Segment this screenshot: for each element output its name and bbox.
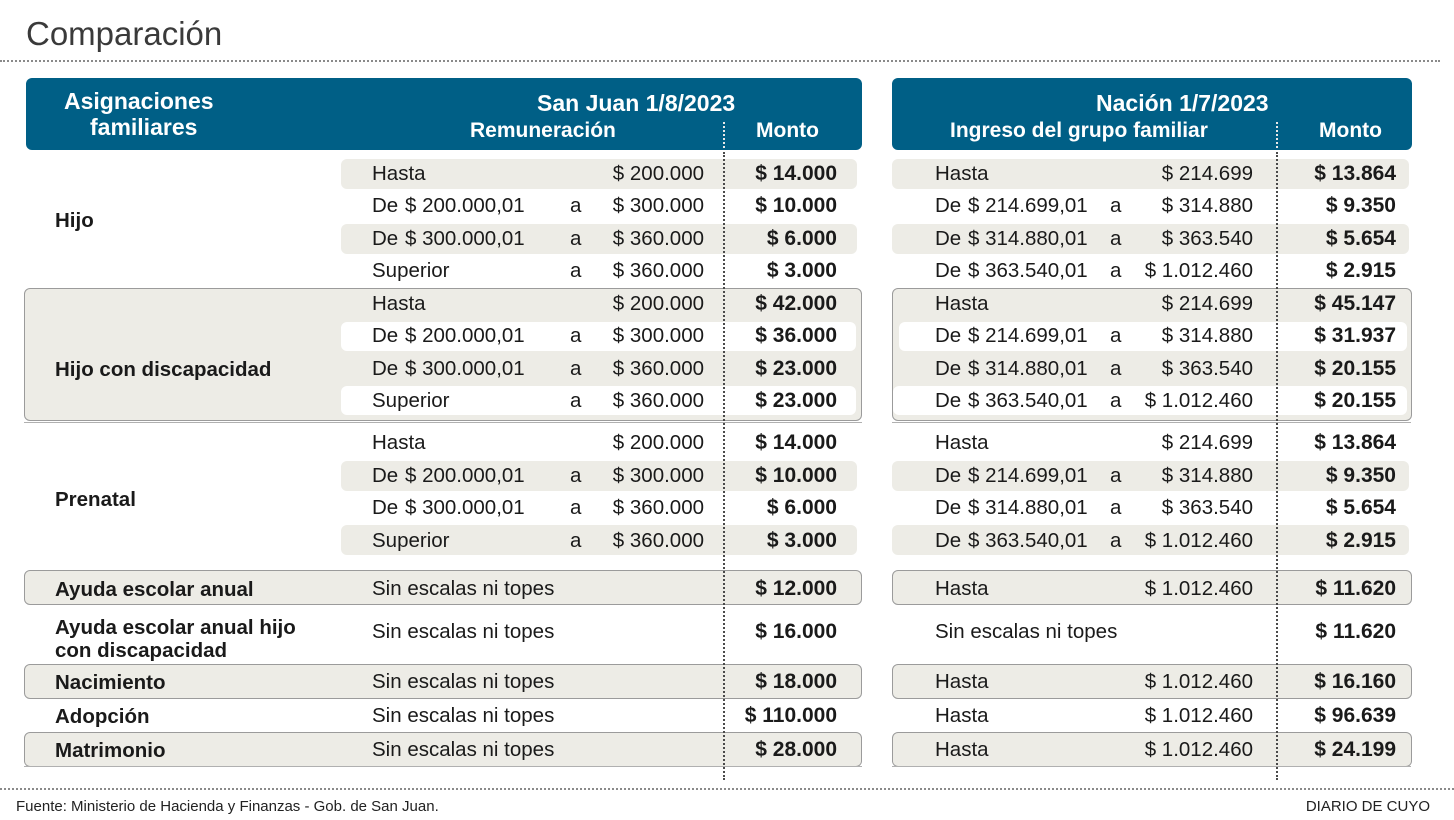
footer-divider	[0, 788, 1454, 790]
page-title: Comparación	[26, 15, 223, 52]
table-row	[0, 288, 1454, 320]
na-range-label: De	[935, 496, 962, 519]
na-sin-escalas: Sin escalas ni topes	[935, 620, 1118, 643]
sj-range-from: $ 300.000,01	[405, 357, 525, 380]
na-range-to: $ 1.012.460	[1144, 389, 1253, 412]
sj-range-to: $ 200.000	[612, 292, 704, 315]
brand-credit: DIARIO DE CUYO	[1305, 798, 1430, 815]
sj-range-a: a	[570, 529, 582, 552]
na-range-label: De	[935, 389, 962, 412]
table-row	[0, 223, 1454, 255]
na-amount: $ 13.864	[1314, 431, 1396, 454]
sj-amount: $ 110.000	[744, 704, 837, 727]
section-divider	[24, 422, 862, 423]
san-juan-title: San Juan 1/8/2023	[537, 90, 736, 116]
sj-amount: $ 6.000	[766, 227, 837, 250]
category-hijo-discapacidad: Hijo con discapacidad	[55, 358, 272, 381]
sj-range-to: $ 360.000	[612, 529, 704, 552]
table-row	[0, 616, 1454, 648]
category-nacimiento: Nacimiento	[55, 671, 166, 694]
na-range-label: De	[935, 357, 962, 380]
table-row	[0, 573, 1454, 605]
sj-range-label: De	[372, 227, 399, 250]
table-row	[0, 734, 1454, 766]
sj-range-label: Superior	[372, 259, 450, 282]
title-divider	[0, 60, 1440, 62]
na-range-from: $ 363.540,01	[968, 529, 1088, 552]
na-range-a: a	[1110, 496, 1122, 519]
na-range-from: $ 214.699,01	[968, 464, 1088, 487]
na-range-a: a	[1110, 194, 1122, 217]
sj-sin-escalas: Sin escalas ni topes	[372, 670, 555, 693]
na-range-label: Hasta	[935, 670, 989, 693]
category-ayuda-escolar-disc: Ayuda escolar anual hijo	[55, 616, 296, 639]
sj-range-label: De	[372, 357, 399, 380]
na-amount: $ 2.915	[1325, 259, 1396, 282]
sj-amount: $ 10.000	[755, 464, 837, 487]
sj-range-label: De	[372, 496, 399, 519]
na-range-to: $ 1.012.460	[1144, 670, 1253, 693]
table-row	[0, 525, 1454, 557]
sj-range-to: $ 360.000	[612, 259, 704, 282]
sj-range-a: a	[570, 464, 582, 487]
sj-range-to: $ 300.000	[612, 464, 704, 487]
na-range-a: a	[1110, 227, 1122, 250]
sj-range-label: De	[372, 324, 399, 347]
sj-range-label: Hasta	[372, 292, 426, 315]
sj-range-a: a	[570, 227, 582, 250]
na-amount: $ 45.147	[1314, 292, 1396, 315]
nacion-header	[892, 78, 1412, 150]
category-matrimonio: Matrimonio	[55, 739, 166, 762]
sj-range-label: Superior	[372, 529, 450, 552]
sj-amount: $ 12.000	[755, 577, 837, 600]
sj-amount: $ 36.000	[755, 324, 837, 347]
na-amount: $ 5.654	[1325, 227, 1396, 250]
section-divider	[892, 766, 1411, 767]
na-amount: $ 11.620	[1315, 577, 1396, 600]
na-range-label: Hasta	[935, 704, 989, 727]
header-divider	[1276, 122, 1278, 148]
table-row	[0, 460, 1454, 492]
category-ayuda-escolar: Ayuda escolar anual	[55, 578, 254, 601]
na-range-from: $ 363.540,01	[968, 389, 1088, 412]
sj-range-a: a	[570, 324, 582, 347]
na-range-label: Hasta	[935, 577, 989, 600]
na-amount: $ 20.155	[1314, 357, 1396, 380]
na-range-label: De	[935, 259, 962, 282]
na-range-to: $ 314.880	[1161, 324, 1253, 347]
na-amount: $ 24.199	[1314, 738, 1396, 761]
ingreso-label: Ingreso del grupo familiar	[950, 119, 1208, 142]
sj-range-label: De	[372, 194, 399, 217]
na-range-label: De	[935, 324, 962, 347]
sj-range-from: $ 200.000,01	[405, 464, 525, 487]
sj-range-to: $ 360.000	[612, 389, 704, 412]
sj-sin-escalas: Sin escalas ni topes	[372, 620, 555, 643]
sj-amount: $ 14.000	[755, 162, 837, 185]
table-row	[0, 190, 1454, 222]
table-row	[0, 320, 1454, 352]
sj-range-a: a	[570, 357, 582, 380]
table-row	[0, 427, 1454, 459]
sj-amount: $ 14.000	[755, 431, 837, 454]
sj-range-a: a	[570, 496, 582, 519]
sj-amount: $ 3.000	[766, 529, 837, 552]
sj-range-from: $ 300.000,01	[405, 227, 525, 250]
na-range-from: $ 314.880,01	[968, 227, 1088, 250]
sj-range-to: $ 360.000	[612, 496, 704, 519]
san-juan-header	[26, 78, 862, 150]
na-range-to: $ 314.880	[1161, 194, 1253, 217]
sj-range-to: $ 300.000	[612, 324, 704, 347]
sj-sin-escalas: Sin escalas ni topes	[372, 577, 555, 600]
col-asignaciones-line1: Asignaciones	[64, 88, 214, 114]
sj-range-to: $ 200.000	[612, 431, 704, 454]
sj-range-a: a	[570, 259, 582, 282]
table-row	[0, 158, 1454, 190]
na-range-a: a	[1110, 259, 1122, 282]
na-range-label: De	[935, 194, 962, 217]
na-monto-label: Monto	[1319, 119, 1382, 142]
sj-range-to: $ 360.000	[612, 357, 704, 380]
na-range-to: $ 1.012.460	[1144, 259, 1253, 282]
na-range-to: $ 1.012.460	[1144, 704, 1253, 727]
nacion-title: Nación 1/7/2023	[1096, 90, 1269, 116]
table-row	[0, 255, 1454, 287]
table-row	[0, 492, 1454, 524]
na-amount: $ 11.620	[1315, 620, 1396, 643]
sj-amount: $ 18.000	[755, 670, 837, 693]
na-amount: $ 5.654	[1325, 496, 1396, 519]
sj-range-a: a	[570, 389, 582, 412]
na-range-label: De	[935, 529, 962, 552]
na-amount: $ 9.350	[1325, 194, 1396, 217]
section-divider	[24, 766, 862, 767]
category-adopcion: Adopción	[55, 705, 150, 728]
remuneracion-label: Remuneración	[470, 119, 616, 142]
na-range-to: $ 214.699	[1161, 431, 1253, 454]
sj-amount: $ 6.000	[766, 496, 837, 519]
na-range-label: De	[935, 464, 962, 487]
category-ayuda-escolar-disc: con discapacidad	[55, 639, 228, 662]
na-amount: $ 2.915	[1325, 529, 1396, 552]
sj-range-to: $ 200.000	[612, 162, 704, 185]
na-range-a: a	[1110, 324, 1122, 347]
na-range-to: $ 363.540	[1161, 496, 1253, 519]
na-range-from: $ 214.699,01	[968, 194, 1088, 217]
na-range-label: Hasta	[935, 431, 989, 454]
na-amount: $ 13.864	[1314, 162, 1396, 185]
na-range-from: $ 314.880,01	[968, 496, 1088, 519]
sj-range-label: Hasta	[372, 431, 426, 454]
sj-range-label: De	[372, 464, 399, 487]
na-range-label: De	[935, 227, 962, 250]
source-note: Fuente: Ministerio de Hacienda y Finanzas - Gob. de San Juan.	[16, 798, 439, 815]
sj-range-from: $ 300.000,01	[405, 496, 525, 519]
na-range-to: $ 363.540	[1161, 357, 1253, 380]
na-range-to: $ 314.880	[1161, 464, 1253, 487]
sj-sin-escalas: Sin escalas ni topes	[372, 704, 555, 727]
na-amount: $ 20.155	[1314, 389, 1396, 412]
na-amount: $ 16.160	[1314, 670, 1396, 693]
sj-amount: $ 23.000	[755, 389, 837, 412]
table-row	[0, 353, 1454, 385]
section-divider	[892, 422, 1411, 423]
sj-range-from: $ 200.000,01	[405, 194, 525, 217]
na-range-label: Hasta	[935, 292, 989, 315]
na-range-a: a	[1110, 357, 1122, 380]
na-range-label: Hasta	[935, 738, 989, 761]
sj-monto-label: Monto	[756, 119, 819, 142]
sj-sin-escalas: Sin escalas ni topes	[372, 738, 555, 761]
na-range-a: a	[1110, 389, 1122, 412]
category-hijo: Hijo	[55, 209, 94, 232]
na-range-to: $ 1.012.460	[1144, 529, 1253, 552]
sj-range-to: $ 360.000	[612, 227, 704, 250]
sj-range-to: $ 300.000	[612, 194, 704, 217]
na-range-from: $ 214.699,01	[968, 324, 1088, 347]
na-range-a: a	[1110, 529, 1122, 552]
na-amount: $ 96.639	[1314, 704, 1396, 727]
sj-range-label: Superior	[372, 389, 450, 412]
table-row	[0, 666, 1454, 698]
na-range-from: $ 314.880,01	[968, 357, 1088, 380]
sj-range-label: Hasta	[372, 162, 426, 185]
na-range-to: $ 214.699	[1161, 162, 1253, 185]
table-row	[0, 385, 1454, 417]
na-range-from: $ 363.540,01	[968, 259, 1088, 282]
sj-range-a: a	[570, 194, 582, 217]
na-amount: $ 9.350	[1325, 464, 1396, 487]
sj-amount: $ 16.000	[755, 620, 837, 643]
sj-amount: $ 23.000	[755, 357, 837, 380]
na-amount: $ 31.937	[1314, 324, 1396, 347]
table-row	[0, 700, 1454, 732]
na-range-label: Hasta	[935, 162, 989, 185]
category-prenatal: Prenatal	[55, 488, 136, 511]
sj-amount: $ 3.000	[766, 259, 837, 282]
sj-amount: $ 10.000	[755, 194, 837, 217]
header-divider	[723, 122, 725, 148]
na-range-to: $ 214.699	[1161, 292, 1253, 315]
na-range-to: $ 1.012.460	[1144, 738, 1253, 761]
na-range-a: a	[1110, 464, 1122, 487]
col-asignaciones-line2: familiares	[90, 114, 198, 140]
na-range-to: $ 1.012.460	[1144, 577, 1253, 600]
na-range-to: $ 363.540	[1161, 227, 1253, 250]
sj-range-from: $ 200.000,01	[405, 324, 525, 347]
sj-amount: $ 42.000	[755, 292, 837, 315]
sj-amount: $ 28.000	[755, 738, 837, 761]
